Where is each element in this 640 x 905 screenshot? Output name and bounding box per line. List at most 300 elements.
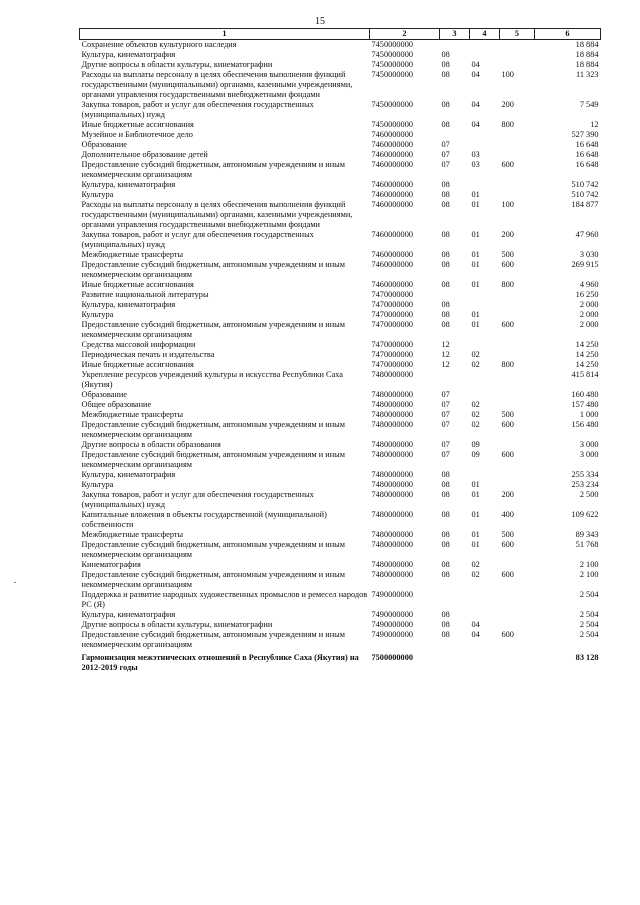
cell-name: Другие вопросы в области культуры, кинематографии <box>81 620 273 629</box>
cell-code: 7470000000 <box>371 340 413 349</box>
cell-vr: 200 <box>501 490 514 499</box>
cell-name: Иные бюджетные ассигнования <box>81 280 194 289</box>
cell-code: 7480000000 <box>371 420 413 429</box>
cell-vr: 200 <box>501 100 514 109</box>
cell-code: 7490000000 <box>371 610 413 619</box>
cell-code: 7450000000 <box>371 70 413 79</box>
cell-vr <box>500 470 535 480</box>
cell-name: Иные бюджетные ассигнования <box>81 120 194 129</box>
cell-code: 7470000000 <box>371 300 413 309</box>
cell-prz: 03 <box>471 160 480 169</box>
cell-sum: 3 030 <box>579 250 599 259</box>
cell-name: Культура, кинематография <box>81 610 176 619</box>
cell-prz: 01 <box>471 280 480 289</box>
cell-rz <box>440 40 470 51</box>
cell-rz: 08 <box>441 300 450 309</box>
cell-prz: 01 <box>471 230 480 239</box>
cell-vr <box>500 190 535 200</box>
cell-name: Расходы на выплаты персоналу в целях обеспечения выполнения функций государственными (муниципальными) органами, казенными учреждениями, органами управления государственными внебюджетными фондами <box>81 200 353 229</box>
cell-rz <box>440 130 470 140</box>
cell-prz: 04 <box>471 120 480 129</box>
cell-name: Культура, кинематография <box>81 300 176 309</box>
cell-sum: 156 480 <box>571 420 599 429</box>
table-row <box>80 250 601 260</box>
table-row <box>80 260 601 280</box>
cell-name: Другие вопросы в области культуры, кинематографии <box>81 60 273 69</box>
cell-code: 7480000000 <box>371 480 413 489</box>
cell-vr: 800 <box>501 360 514 369</box>
column-header: 4 <box>470 29 500 40</box>
table-row <box>80 410 601 420</box>
cell-rz: 12 <box>441 350 450 359</box>
table-row <box>80 570 601 590</box>
cell-prz: 02 <box>471 350 480 359</box>
cell-code: 7470000000 <box>371 350 413 359</box>
cell-sum: 415 814 <box>571 370 599 379</box>
cell-rz: 08 <box>441 480 450 489</box>
cell-sum: 11 323 <box>575 70 599 79</box>
cell-rz: 08 <box>441 180 450 189</box>
cell-prz: 01 <box>471 480 480 489</box>
cell-name: Сохранение объектов культурного наследия <box>81 40 237 49</box>
cell-vr <box>500 180 535 190</box>
cell-sum: 3 000 <box>579 450 599 459</box>
cell-code: 7480000000 <box>371 390 413 399</box>
cell-name: Предоставление субсидий бюджетным, автономным учреждениям и иным некоммерческим организациям <box>81 160 345 179</box>
cell-code: 7460000000 <box>371 280 413 289</box>
cell-prz: 02 <box>471 560 480 569</box>
cell-rz: 08 <box>441 320 450 329</box>
cell-sum: 2 504 <box>579 590 599 599</box>
cell-rz: 08 <box>441 250 450 259</box>
cell-prz: 04 <box>471 630 480 639</box>
cell-prz: 01 <box>471 510 480 519</box>
cell-rz: 12 <box>441 360 450 369</box>
cell-sum: 2 504 <box>579 620 599 629</box>
cell-name: Укрепление ресурсов учреждений культуры и искусства Республики Саха (Якутия) <box>81 370 343 389</box>
table-row <box>80 650 601 673</box>
cell-sum: 2 500 <box>579 490 599 499</box>
cell-prz <box>470 590 500 610</box>
cell-code: 7470000000 <box>371 290 413 299</box>
cell-vr <box>500 140 535 150</box>
cell-sum: 2 100 <box>579 570 599 579</box>
cell-prz <box>470 370 500 390</box>
cell-rz: 07 <box>441 410 450 419</box>
cell-name: Культура, кинематография <box>81 470 176 479</box>
table-row <box>80 50 601 60</box>
cell-sum: 157 480 <box>571 400 599 409</box>
table-row <box>80 390 601 400</box>
cell-prz: 04 <box>471 60 480 69</box>
cell-name: Закупка товаров, работ и услуг для обеспечения государственных (муниципальных) нужд <box>81 490 314 509</box>
table-row <box>80 560 601 570</box>
cell-vr: 600 <box>501 420 514 429</box>
cell-prz <box>470 40 500 51</box>
cell-vr <box>500 610 535 620</box>
cell-rz: 08 <box>441 620 450 629</box>
cell-rz: 08 <box>441 630 450 639</box>
table-row <box>80 360 601 370</box>
column-header: 1 <box>80 29 370 40</box>
cell-sum: 89 343 <box>575 530 599 539</box>
cell-name: Расходы на выплаты персоналу в целях обеспечения выполнения функций государственными (муниципальными) органами, казенными учреждениями, органами управления государственными внебюджетными фондами <box>81 70 353 99</box>
cell-code: 7460000000 <box>371 150 413 159</box>
cell-code: 7500000000 <box>371 653 413 662</box>
cell-code: 7460000000 <box>371 190 413 199</box>
cell-prz: 01 <box>471 250 480 259</box>
cell-name: Предоставление субсидий бюджетным, автономным учреждениям и иным некоммерческим организациям <box>81 630 345 649</box>
cell-sum: 510 742 <box>571 180 599 189</box>
table-row <box>80 70 601 100</box>
cell-vr: 800 <box>501 280 514 289</box>
cell-prz <box>470 50 500 60</box>
table-row <box>80 370 601 390</box>
cell-name: Межбюджетные трансферты <box>81 250 184 259</box>
cell-rz: 08 <box>441 60 450 69</box>
cell-prz: 04 <box>471 100 480 109</box>
cell-vr <box>500 60 535 70</box>
cell-sum: 47 960 <box>575 230 599 239</box>
cell-prz: 03 <box>471 150 480 159</box>
cell-name: Предоставление субсидий бюджетным, автономным учреждениям и иным некоммерческим организациям <box>81 570 345 589</box>
cell-sum: 18 884 <box>575 60 599 69</box>
cell-sum: 184 877 <box>571 200 599 209</box>
cell-rz <box>440 370 470 390</box>
table-row <box>80 490 601 510</box>
cell-prz <box>470 340 500 350</box>
cell-sum: 14 250 <box>575 350 599 359</box>
column-header: 6 <box>535 29 601 40</box>
cell-rz: 08 <box>441 560 450 569</box>
cell-vr: 600 <box>501 540 514 549</box>
cell-prz <box>470 290 500 300</box>
cell-prz <box>470 300 500 310</box>
cell-rz: 07 <box>441 150 450 159</box>
column-header: 3 <box>440 29 470 40</box>
table-row <box>80 470 601 480</box>
cell-vr: 600 <box>501 450 514 459</box>
cell-rz: 07 <box>441 440 450 449</box>
table-row <box>80 540 601 560</box>
cell-name: Образование <box>81 140 127 149</box>
cell-sum: 51 768 <box>575 540 599 549</box>
cell-prz: 01 <box>471 200 480 209</box>
cell-sum: 253 234 <box>571 480 599 489</box>
cell-vr: 200 <box>501 230 514 239</box>
cell-sum: 2 504 <box>579 630 599 639</box>
cell-vr: 100 <box>501 70 514 79</box>
cell-code: 7480000000 <box>371 490 413 499</box>
cell-vr <box>500 290 535 300</box>
cell-vr <box>500 300 535 310</box>
table-row <box>80 190 601 200</box>
cell-code: 7490000000 <box>371 620 413 629</box>
cell-vr <box>500 390 535 400</box>
table-row <box>80 400 601 410</box>
cell-code: 7460000000 <box>371 180 413 189</box>
cell-rz: 07 <box>441 140 450 149</box>
cell-vr <box>500 350 535 360</box>
cell-sum: 18 884 <box>575 50 599 59</box>
table-row <box>80 620 601 630</box>
cell-vr: 600 <box>501 630 514 639</box>
cell-sum: 160 480 <box>571 390 599 399</box>
cell-rz: 08 <box>441 470 450 479</box>
cell-rz <box>440 290 470 300</box>
cell-code: 7450000000 <box>371 50 413 59</box>
cell-prz: 02 <box>471 400 480 409</box>
cell-sum: 16 648 <box>575 150 599 159</box>
cell-vr <box>500 340 535 350</box>
table-row <box>80 150 601 160</box>
cell-code: 7450000000 <box>371 120 413 129</box>
cell-rz <box>440 590 470 610</box>
table-row <box>80 350 601 360</box>
cell-prz: 02 <box>471 420 480 429</box>
table-row <box>80 480 601 490</box>
cell-code: 7480000000 <box>371 530 413 539</box>
cell-sum: 2 100 <box>579 560 599 569</box>
cell-vr: 800 <box>501 120 514 129</box>
cell-name: Дополнительное образование детей <box>81 150 208 159</box>
table-row <box>80 310 601 320</box>
cell-name: Кинематография <box>81 560 141 569</box>
cell-rz: 08 <box>441 310 450 319</box>
cell-prz: 04 <box>471 70 480 79</box>
cell-name: Другие вопросы в области образования <box>81 440 221 449</box>
cell-sum: 16 250 <box>575 290 599 299</box>
cell-code: 7460000000 <box>371 200 413 209</box>
cell-code: 7480000000 <box>371 370 413 379</box>
cell-name: Капитальные вложения в объекты государственной (муниципальной) собственности <box>81 510 327 529</box>
cell-prz: 02 <box>471 410 480 419</box>
cell-name: Развитие национальной литературы <box>81 290 209 299</box>
cell-code: 7460000000 <box>371 230 413 239</box>
cell-code: 7450000000 <box>371 60 413 69</box>
cell-prz <box>470 650 500 673</box>
cell-name: Музейное и Библиотечное дело <box>81 130 193 139</box>
cell-prz: 02 <box>471 570 480 579</box>
cell-vr: 600 <box>501 320 514 329</box>
cell-vr <box>500 440 535 450</box>
cell-rz: 08 <box>441 530 450 539</box>
cell-sum: 2 504 <box>579 610 599 619</box>
cell-sum: 16 648 <box>575 140 599 149</box>
cell-prz <box>470 390 500 400</box>
cell-vr <box>500 620 535 630</box>
cell-prz: 01 <box>471 190 480 199</box>
table-row <box>80 230 601 250</box>
cell-rz: 08 <box>441 70 450 79</box>
cell-sum: 2 000 <box>579 300 599 309</box>
cell-code: 7490000000 <box>371 590 413 599</box>
cell-vr <box>500 400 535 410</box>
cell-sum: 109 622 <box>571 510 599 519</box>
cell-name: Периодическая печать и издательства <box>81 350 215 359</box>
cell-prz: 01 <box>471 320 480 329</box>
cell-vr: 500 <box>501 410 514 419</box>
table-row <box>80 590 601 610</box>
table-row <box>80 200 601 230</box>
table-row <box>80 160 601 180</box>
cell-code: 7460000000 <box>371 140 413 149</box>
cell-code: 7480000000 <box>371 410 413 419</box>
cell-vr: 600 <box>501 260 514 269</box>
cell-rz: 08 <box>441 230 450 239</box>
cell-vr <box>500 50 535 60</box>
cell-code: 7470000000 <box>371 310 413 319</box>
cell-sum: 83 128 <box>575 653 599 662</box>
table-row <box>80 630 601 650</box>
cell-sum: 269 915 <box>571 260 599 269</box>
cell-code: 7480000000 <box>371 470 413 479</box>
cell-name: Предоставление субсидий бюджетным, автономным учреждениям и иным некоммерческим организациям <box>81 260 345 279</box>
cell-sum: 3 000 <box>579 440 599 449</box>
cell-vr <box>500 480 535 490</box>
table-row <box>80 510 601 530</box>
cell-rz: 08 <box>441 100 450 109</box>
cell-code: 7480000000 <box>371 560 413 569</box>
table-row <box>80 320 601 340</box>
table-row <box>80 100 601 120</box>
table-row <box>80 140 601 150</box>
cell-vr <box>500 650 535 673</box>
cell-rz: 08 <box>441 260 450 269</box>
cell-prz <box>470 470 500 480</box>
cell-rz: 08 <box>441 50 450 59</box>
cell-vr <box>500 370 535 390</box>
cell-sum: 2 000 <box>579 310 599 319</box>
cell-sum: 527 390 <box>571 130 599 139</box>
cell-sum: 7 549 <box>579 100 599 109</box>
cell-code: 7450000000 <box>371 100 413 109</box>
cell-prz <box>470 140 500 150</box>
cell-prz: 04 <box>471 620 480 629</box>
cell-name: Межбюджетные трансферты <box>81 410 184 419</box>
cell-rz: 08 <box>441 610 450 619</box>
cell-sum: 510 742 <box>571 190 599 199</box>
cell-name: Культура <box>81 480 114 489</box>
cell-name: Образование <box>81 390 127 399</box>
cell-sum: 255 334 <box>571 470 599 479</box>
cell-code: 7490000000 <box>371 630 413 639</box>
cell-code: 7480000000 <box>371 510 413 519</box>
cell-vr: 100 <box>501 200 514 209</box>
cell-rz: 07 <box>441 450 450 459</box>
cell-prz: 01 <box>471 260 480 269</box>
cell-code: 7460000000 <box>371 250 413 259</box>
cell-rz: 08 <box>441 510 450 519</box>
cell-code: 7480000000 <box>371 400 413 409</box>
cell-prz: 01 <box>471 310 480 319</box>
cell-vr <box>500 310 535 320</box>
table-body <box>80 40 601 674</box>
cell-name: Культура, кинематография <box>81 180 176 189</box>
cell-code: 7480000000 <box>371 440 413 449</box>
table-row <box>80 420 601 440</box>
cell-prz <box>470 180 500 190</box>
cell-sum: 14 250 <box>575 340 599 349</box>
table-row <box>80 60 601 70</box>
cell-prz <box>470 130 500 140</box>
table-row <box>80 440 601 450</box>
cell-name: Культура, кинематография <box>81 50 176 59</box>
cell-rz: 07 <box>441 400 450 409</box>
cell-name: Культура <box>81 310 114 319</box>
table-row <box>80 530 601 540</box>
cell-sum: 16 648 <box>575 160 599 169</box>
cell-code: 7480000000 <box>371 450 413 459</box>
cell-name: Предоставление субсидий бюджетным, автономным учреждениям и иным некоммерческим организациям <box>81 540 345 559</box>
cell-vr: 500 <box>501 250 514 259</box>
page-number: 15 <box>315 16 325 27</box>
cell-rz: 08 <box>441 200 450 209</box>
cell-prz: 01 <box>471 530 480 539</box>
cell-code: 7460000000 <box>371 130 413 139</box>
cell-code: 7470000000 <box>371 360 413 369</box>
cell-vr <box>500 130 535 140</box>
table-row <box>80 120 601 130</box>
cell-name: Поддержка и развитие народных художественных промыслов и ремесел народов РС (Я) <box>81 590 368 609</box>
table-row <box>80 450 601 470</box>
cell-prz: 09 <box>471 450 480 459</box>
cell-name: Общее образование <box>81 400 152 409</box>
cell-code: 7470000000 <box>371 320 413 329</box>
table-row <box>80 290 601 300</box>
cell-rz <box>440 650 470 673</box>
cell-sum: 4 960 <box>579 280 599 289</box>
cell-prz: 01 <box>471 490 480 499</box>
cell-prz: 02 <box>471 360 480 369</box>
cell-name: Межбюджетные трансферты <box>81 530 184 539</box>
cell-rz: 08 <box>441 280 450 289</box>
scan-artifact-dot <box>14 582 16 583</box>
cell-name: Закупка товаров, работ и услуг для обеспечения государственных (муниципальных) нужд <box>81 230 314 249</box>
cell-sum: 2 000 <box>579 320 599 329</box>
cell-rz: 08 <box>441 570 450 579</box>
cell-code: 7460000000 <box>371 160 413 169</box>
cell-vr: 600 <box>501 160 514 169</box>
cell-code: 7480000000 <box>371 540 413 549</box>
cell-rz: 08 <box>441 190 450 199</box>
column-header: 5 <box>500 29 535 40</box>
cell-vr: 400 <box>501 510 514 519</box>
cell-sum: 1 000 <box>579 410 599 419</box>
column-header: 2 <box>370 29 440 40</box>
cell-rz: 08 <box>441 490 450 499</box>
cell-prz: 09 <box>471 440 480 449</box>
cell-sum: 12 <box>590 120 599 129</box>
cell-rz: 08 <box>441 120 450 129</box>
cell-prz: 01 <box>471 540 480 549</box>
cell-vr <box>500 40 535 51</box>
cell-vr <box>500 150 535 160</box>
table-header-row <box>80 29 601 40</box>
budget-table <box>79 28 601 673</box>
cell-vr <box>500 560 535 570</box>
cell-sum: 18 884 <box>575 40 599 49</box>
cell-name: Культура <box>81 190 114 199</box>
cell-name: Предоставление субсидий бюджетным, автономным учреждениям и иным некоммерческим организациям <box>81 450 345 469</box>
table-row <box>80 280 601 290</box>
table-row <box>80 610 601 620</box>
cell-vr: 500 <box>501 530 514 539</box>
cell-rz: 12 <box>441 340 450 349</box>
cell-vr: 600 <box>501 570 514 579</box>
cell-rz: 08 <box>441 540 450 549</box>
cell-vr <box>500 590 535 610</box>
